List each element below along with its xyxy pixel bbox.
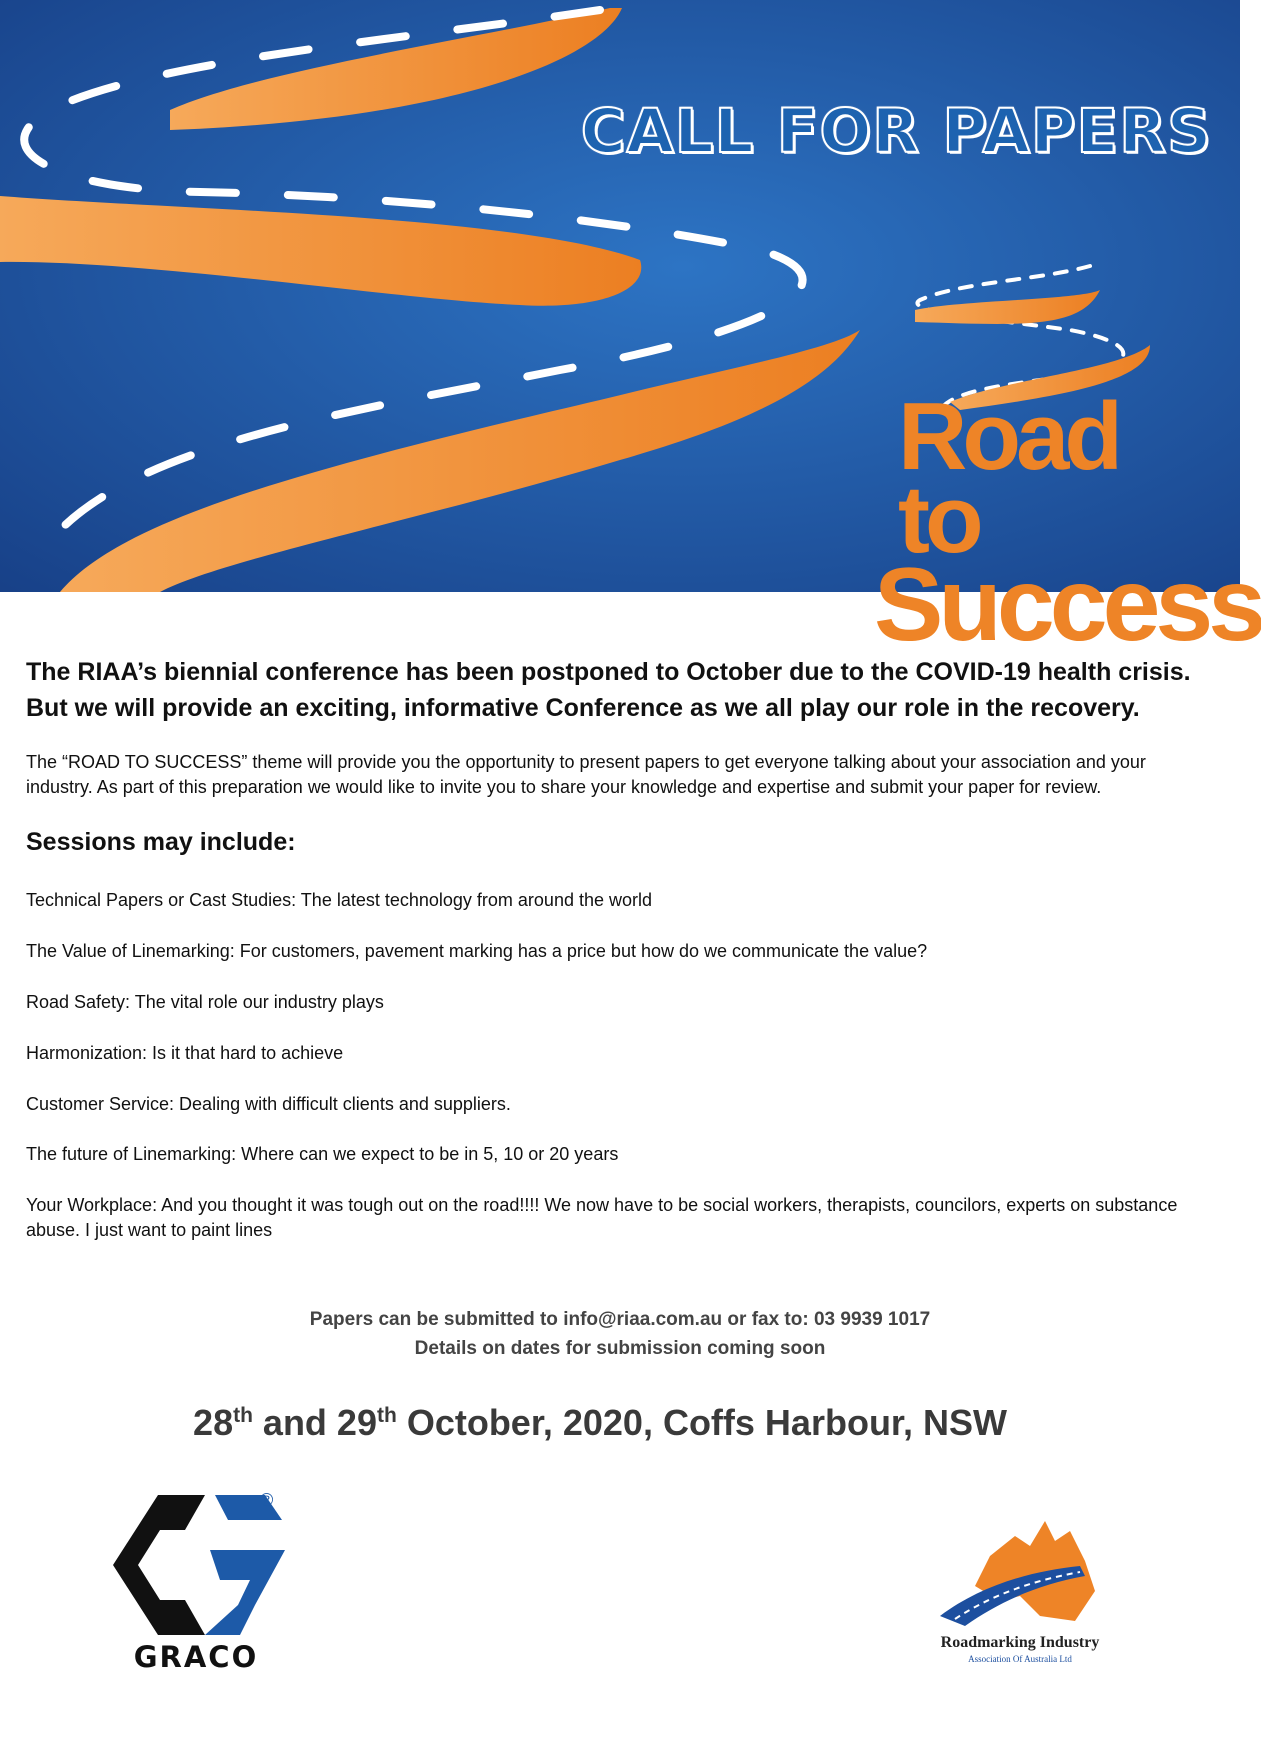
graco-mark-icon xyxy=(110,1490,290,1640)
logo-line2: Success xyxy=(874,547,1261,664)
header-banner xyxy=(0,0,1261,664)
session-item: The future of Linemarking: Where can we expect to be in 5, 10 or 20 years xyxy=(26,1144,619,1164)
date-sup1: th xyxy=(233,1404,253,1427)
session-item: Your Workplace: And you thought it was tough out on the road!!!! We now have to be social workers, therapists, councilors, experts on substance abuse. I just want to paint lines xyxy=(26,1195,1178,1240)
graco-wordmark: GRACO xyxy=(133,1640,259,1674)
session-item: Technical Papers or Cast Studies: The latest technology from around the world xyxy=(26,890,653,910)
date-mid: and 29 xyxy=(252,1402,377,1443)
session-item: The Value of Linemarking: For customers, pavement marking has a price but how do we communicate the value? xyxy=(26,941,928,961)
lead-line2: But we will provide an exciting, informative Conference as we all play our role in the recovery. xyxy=(26,694,1140,722)
lead-line1: The RIAA’s biennial conference has been postponed to October due to the COVID-19 health crisis. xyxy=(26,658,1191,686)
graco-logo xyxy=(110,1490,290,1680)
registered-mark: ® xyxy=(260,1490,274,1510)
date-sup2: th xyxy=(376,1404,397,1427)
session-item: Harmonization: Is it that hard to achieve xyxy=(26,1043,344,1063)
road-to-success-logo xyxy=(874,383,1261,664)
lead-paragraph xyxy=(26,654,1216,726)
riaa-name: Roadmarking Industry xyxy=(940,1634,1100,1651)
riaa-logo xyxy=(920,1516,1140,1676)
logo-line1: Road to xyxy=(898,383,1118,573)
sessions-heading: Sessions may include: xyxy=(26,828,296,856)
banner-title: CALL FOR PAPERS xyxy=(580,96,1212,167)
session-item: Road Safety: The vital role our industry plays xyxy=(26,992,384,1012)
date-day1: 28 xyxy=(193,1402,234,1443)
intro-paragraph: The “ROAD TO SUCCESS” theme will provide you the opportunity to present papers to get everyone talking about your association and your industry. As part of this preparation we would like to invite you to share your knowledge and expertise and submit your paper for review. xyxy=(26,752,1146,797)
riaa-subtitle: Association Of Australia Ltd xyxy=(968,1654,1072,1664)
submission-line2: Details on dates for submission coming soon xyxy=(414,1338,826,1359)
session-item: Customer Service: Dealing with difficult clients and suppliers. xyxy=(26,1094,511,1114)
event-date xyxy=(0,1402,1200,1444)
date-rest: October, 2020, Coffs Harbour, NSW xyxy=(396,1402,1007,1443)
submission-line1: Papers can be submitted to info@riaa.com.au or fax to: 03 9939 1017 xyxy=(309,1309,931,1330)
australia-road-icon xyxy=(920,1516,1120,1631)
submission-info xyxy=(0,1305,1240,1363)
